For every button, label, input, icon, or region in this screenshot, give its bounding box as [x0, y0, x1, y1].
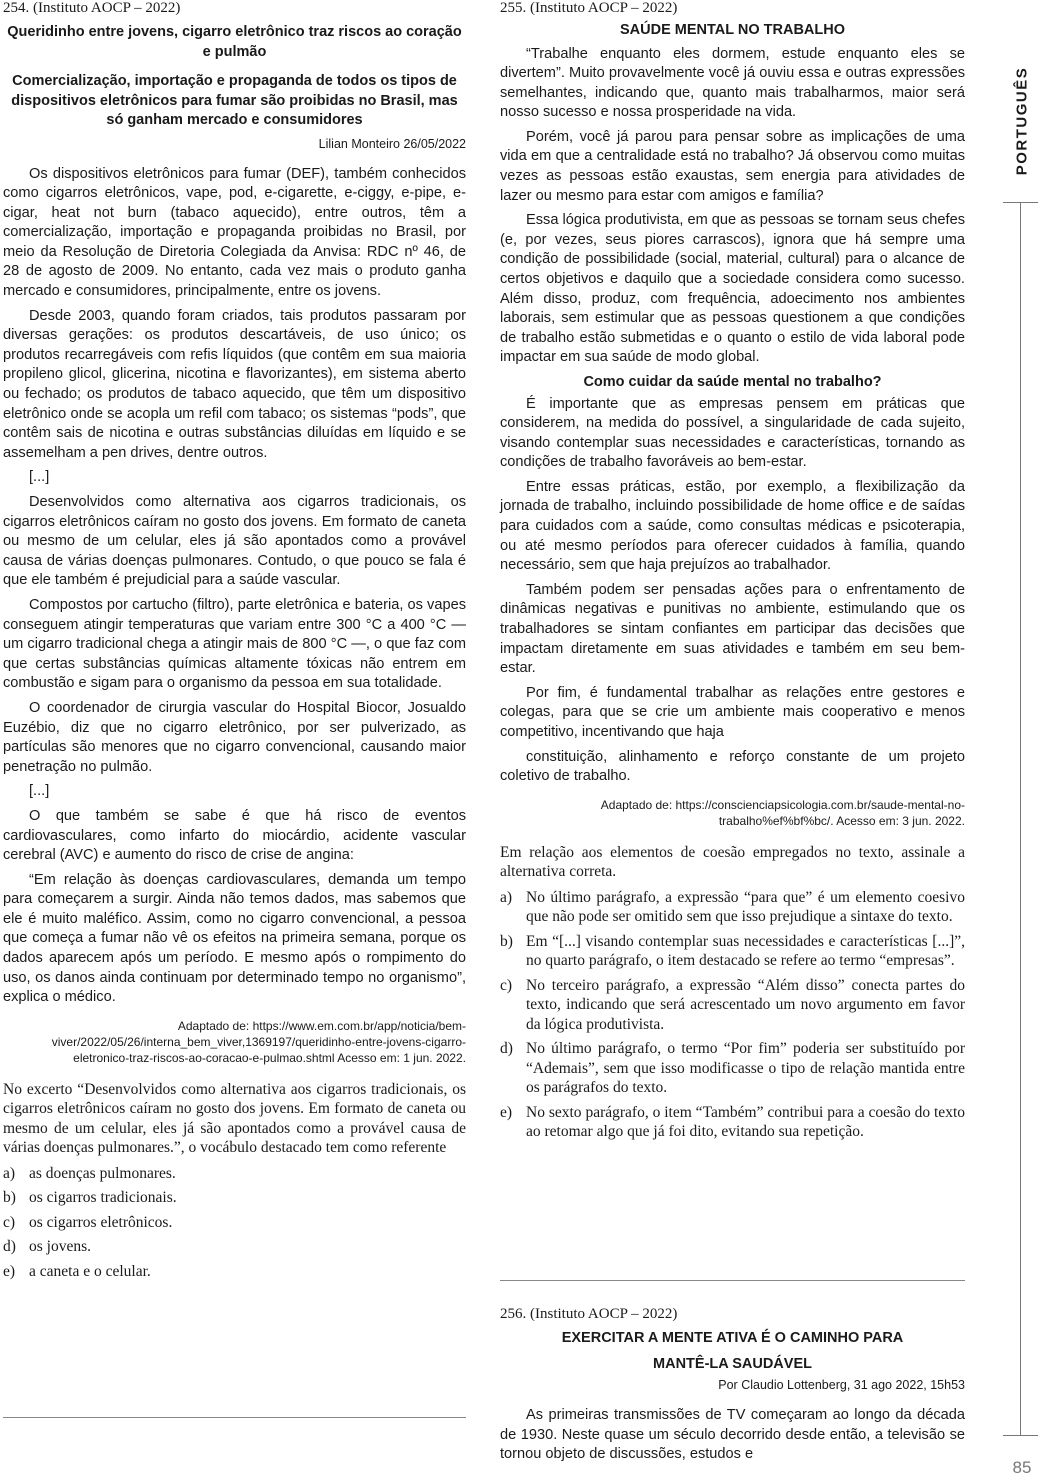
sidebar-tick	[1003, 1435, 1038, 1436]
paragraph: Desenvolvidos como alternativa aos cigarros tradicionais, os cigarros eletrônicos caíram no gosto dos jovens. Em formato de caneta ou mesmo de um celular, eles já são apontados como a provável causa de várias doenças pulmonares. Contudo, o que pouco se fala é que ele também é prejudicial para a saúde vascular.	[3, 494, 466, 589]
option-text: No último parágrafo, a expressão “para que” é um elemento coesivo que não pode ser omitido sem que isso prejudique a sintaxe do texto.	[526, 888, 965, 926]
article-author: Por Claudio Lottenberg, 31 ago 2022, 15h53	[718, 1378, 965, 1392]
question-stem: No excerto “Desenvolvidos como alternativa aos cigarros tradicionais, os cigarros eletrônicos caíram no gosto dos jovens. Em formato de caneta ou mesmo de um celular, eles já são apontados como a provável causa de várias doenças pulmonares.”, o vocábulo destacado tem como referente	[3, 1080, 466, 1157]
section-subheading: Como cuidar da saúde mental no trabalho?	[583, 374, 882, 390]
option-letter: a)	[3, 1164, 16, 1182]
paragraph: Essa lógica produtivista, em que as pessoas se tornam seus chefes (e, por vezes, seus piores carrascos), ignora que há sempre uma condição de possibilidade (social, material, cultural) para o alcance de certos objetivos e daquilo que a sociedade considera como sucesso. Além disso, produz, com frequência, adoecimento nos ambientes laborais, sem estimular que as pessoas questionem a que condições de trabalho estão submetidas e o quanto o estilo de vida laboral pode impactar em sua saúde de modo global.	[500, 212, 965, 366]
option-letter: d)	[3, 1238, 16, 1256]
option-text: a caneta e o celular.	[29, 1262, 151, 1280]
answer-option-e[interactable]	[3, 1262, 466, 1282]
paragraph: As primeiras transmissões de TV começaram ao longo da década de 1930. Neste quase um século decorrido desde então, a televisão se tornou objeto de discussões, estudos e	[500, 1407, 965, 1463]
option-text: Em “[...] visando contemplar suas necessidades e características [...]”, no quarto parágrafo, o item destacado se refere ao termo “empresas”.	[526, 932, 965, 970]
option-letter: d)	[500, 1040, 513, 1058]
option-letter: a)	[500, 888, 513, 906]
paragraph: Compostos por cartucho (filtro), parte eletrônica e bateria, os vapes conseguem atingir temperaturas que variam entre 300 °C a 400 °C — um cigarro tradicional chega a atingir mais de 800 °C —, o que faz com que certas substâncias químicas altamente tóxicas não entrem em combustão e sigam para o organismo da pessoa em sua totalidade.	[3, 596, 466, 692]
option-text: os jovens.	[29, 1238, 91, 1256]
ellipsis: [...]	[29, 469, 50, 486]
answer-option-e[interactable]	[500, 1103, 965, 1142]
article-source: Adaptado de: https://conscienciapsicologia.com.br/saude-mental-no-trabalho%ef%bf%bc/. Acesso em: 3 jun. 2022.	[600, 797, 965, 828]
paragraph: Por fim, é fundamental trabalhar as relações entre gestores e colegas, para que se crie um ambiente mais cooperativo e menos competitivo, incentivando que haja	[500, 684, 965, 740]
article-title: Queridinho entre jovens, cigarro eletrônico traz riscos ao coração e pulmão	[7, 24, 462, 60]
option-text: os cigarros tradicionais.	[29, 1189, 177, 1207]
paragraph: “Trabalhe enquanto eles dormem, estude enquanto eles se divertem”. Muito provavelmente você já ouviu essa e outras expressões semelhantes, indicando que, quanto mais trabalharmos, maior será nosso sucesso e nossa prosperidade na vida.	[500, 45, 965, 121]
article-author: Lilian Monteiro 26/05/2022	[318, 136, 466, 151]
article-title: SAÚDE MENTAL NO TRABALHO	[619, 22, 845, 38]
article-source: Adaptado de: https://www.em.com.br/app/noticia/bem-viver/2022/05/26/interna_bem_viver,1369197/queridinho-entre-jovens-cigarro-eletronico-traz-riscos-ao-coracao-e-pulmao.shtml Acesso em: 1 jun. 2022.	[51, 1018, 466, 1065]
option-letter: b)	[500, 932, 513, 950]
option-text: No terceiro parágrafo, a expressão “Além disso” conecta partes do texto, indicando que será acrescentado um novo argumento em favor da lógica produtivista.	[526, 976, 965, 1033]
question-header: 256. (Instituto AOCP – 2022)	[500, 1306, 678, 1322]
paragraph: É importante que as empresas pensem em práticas que considerem, na medida do possível, a singularidade de cada sujeito, visando contemplar suas necessidades e características, tornando as condições de trabalho favoráveis ao bem-estar.	[500, 395, 965, 471]
option-text: No sexto parágrafo, o item “Também” contribui para a coesão do texto ao retomar algo que já foi dito, evitando sua repetição.	[526, 1103, 965, 1141]
section-label-text: PORTUGUÊS	[1013, 66, 1031, 176]
article-title-line-2: MANTÊ-LA SAUDÁVEL	[653, 1355, 812, 1372]
answer-option-b[interactable]	[3, 1188, 466, 1208]
option-text: as doenças pulmonares.	[29, 1164, 176, 1182]
question-254	[3, 0, 466, 1286]
answer-option-a[interactable]	[500, 888, 965, 927]
article-title-line-1: EXERCITAR A MENTE ATIVA É O CAMINHO PARA	[561, 1330, 904, 1346]
left-bottom-divider	[3, 1417, 466, 1418]
question-stem: Em relação aos elementos de coesão empregados no texto, assinale a alternativa correta.	[500, 843, 965, 881]
paragraph: “Em relação às doenças cardiovasculares, demanda um tempo para começarem a surgir. Ainda não temos dados, mas sabemos que ele é muito maléfico. Assim, como no cigarro convencional, a pessoa que começa a fumar não vê os efeitos na primeira semana, porque os dados aparecem após um período. E mesmo após o rompimento do uso, os danos ainda continuam por determinado tempo no organismo”, explica o médico.	[3, 871, 466, 1006]
article-subtitle: Comercialização, importação e propaganda de todos os tipos de dispositivos eletrônicos para fumar são proibidas no Brasil, mas só ganham mercado e consumidores	[11, 73, 458, 128]
answer-option-d[interactable]	[3, 1237, 466, 1257]
option-text: os cigarros eletrônicos.	[29, 1213, 173, 1231]
paragraph: Desde 2003, quando foram criados, tais produtos passaram por diversas gerações: os produtos descartáveis, de uso único; os produtos recarregáveis com refis líquidos (que contêm em sua maioria propileno glicol, glicerina, nicotina e flavorizantes), em sistema aberto ou fechado; os produtos de tabaco aquecido, que têm um dispositivo eletrônico onde se acopla um refil com tabaco; os sistemas “pods”, que contêm sais de nicotina e outras substâncias diluídas em líquido e se assemelham a pen drives, dentre outros.	[3, 307, 466, 461]
paragraph: Também podem ser pensadas ações para o enfrentamento de dinâmicas negativas e punitivas no ambiente, estimulando que os trabalhadores se sintam confiantes em participar das decisões que impactam diretamente em suas atividades e também em seu bem-estar.	[500, 581, 965, 677]
question-header: 254. (Instituto AOCP – 2022)	[3, 0, 181, 16]
option-letter: e)	[3, 1262, 16, 1280]
right-divider	[500, 1280, 965, 1281]
section-label	[1002, 66, 1042, 176]
option-text: No último parágrafo, o termo “Por fim” poderia ser substituído por “Ademais”, sem que isso modificasse o tipo de relação mantida entre os parágrafos do texto.	[526, 1040, 965, 1097]
option-letter: c)	[3, 1213, 16, 1231]
paragraph: Porém, você já parou para pensar sobre as implicações de uma vida em que a centralidade está no trabalho? Já observou como muitas vezes as pessoas estão exaustas, sem energia para atividades de lazer ou mesmo para estar com amigos e família?	[500, 128, 965, 204]
answer-option-c[interactable]	[500, 976, 965, 1035]
sidebar-rule	[1020, 202, 1021, 1435]
paragraph: Os dispositivos eletrônicos para fumar (DEF), também conhecidos como cigarros eletrônicos, vape, pod, e-cigarette, e-ciggy, e-pipe, e-cigar, heat not burn (tabaco aquecido), entre outros, têm a comercialização, importação e propaganda proibidas no Brasil, por meio da Resolução de Diretoria Colegiada da Anvisa: RDC nº 46, de 28 de agosto de 2009. No entanto, cada vez mais o produto ganha mercado e consumidores, principalmente, entre os jovens.	[3, 165, 466, 300]
question-256	[500, 1306, 965, 1470]
page-number: 85	[1012, 1458, 1032, 1477]
ellipsis: [...]	[29, 783, 50, 800]
paragraph: O coordenador de cirurgia vascular do Hospital Biocor, Josualdo Euzébio, diz que no cigarro eletrônico, por ser pulverizado, as partículas são menores que no cigarro convencional, causando maior penetração no pulmão.	[3, 699, 466, 775]
option-letter: c)	[500, 976, 513, 994]
answer-option-d[interactable]	[500, 1039, 965, 1098]
question-255	[500, 0, 965, 1147]
answer-option-c[interactable]	[3, 1213, 466, 1233]
paragraph: Entre essas práticas, estão, por exemplo, a flexibilização da jornada de trabalho, incluindo possibilidade de home office e de saídas para cuidados com a saúde, como consultas médicas e psicoterapia, ou até mesmo períodos para oferecer cuidados à família, quando necessário, sem que haja prejuízos ao trabalhador.	[500, 478, 965, 574]
paragraph: O que também se sabe é que há risco de eventos cardiovasculares, como infarto do miocárdio, acidente vascular cerebral (AVC) e aumento do risco de crise de angina:	[3, 807, 466, 864]
answer-option-b[interactable]	[500, 932, 965, 971]
paragraph: constituição, alinhamento e reforço constante de um projeto coletivo de trabalho.	[500, 748, 965, 785]
option-letter: e)	[500, 1103, 513, 1121]
answer-option-a[interactable]	[3, 1164, 466, 1184]
question-header: 255. (Instituto AOCP – 2022)	[500, 0, 678, 16]
option-letter: b)	[3, 1189, 16, 1207]
